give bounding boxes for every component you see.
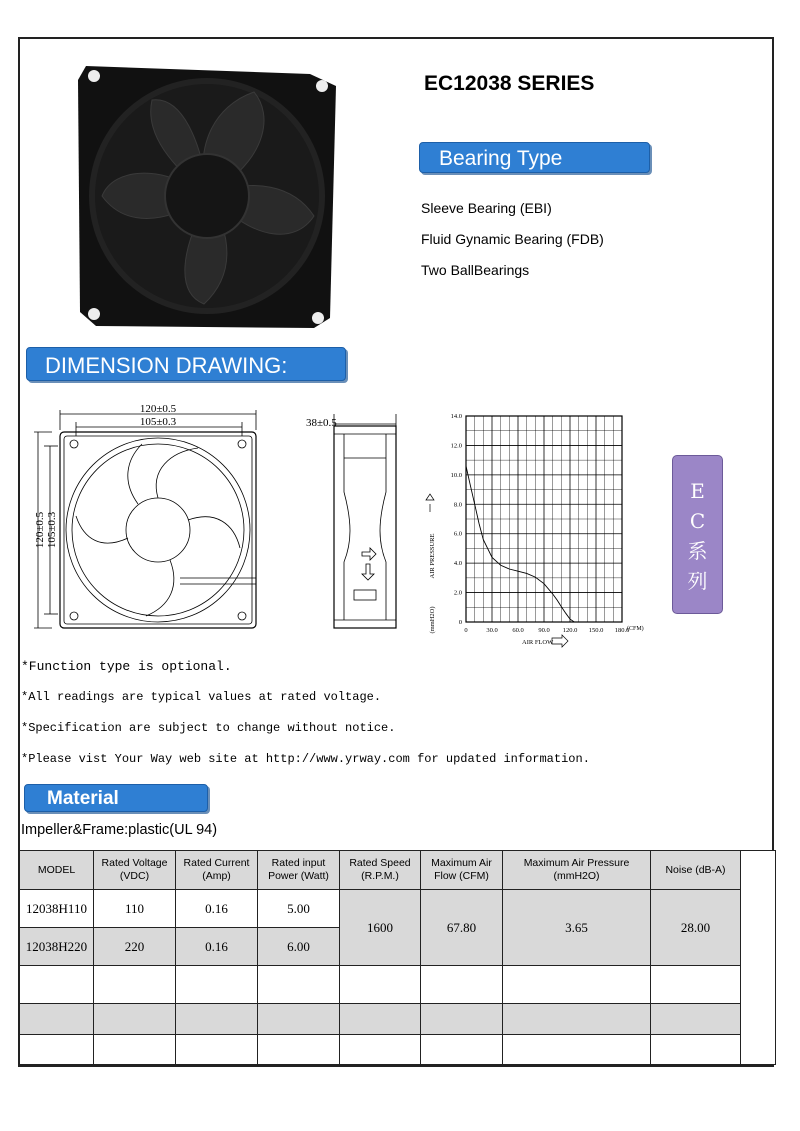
cell-noise: 28.00: [651, 890, 741, 966]
y-tick-label: 12.0: [450, 442, 462, 450]
chart-grid: [466, 416, 622, 622]
y-tick-label: 8.0: [453, 501, 462, 509]
table-row-empty: [20, 966, 776, 1004]
badge-char-e: E: [690, 479, 705, 503]
fan-photo: [74, 56, 340, 332]
note-readings: *All readings are typical values at rated voltage.: [21, 690, 382, 704]
side-view-drawing: [278, 412, 408, 634]
table-row-empty: [20, 1035, 776, 1065]
dimension-drawing-heading: DIMENSION DRAWING:: [26, 347, 346, 381]
table-row: [20, 890, 776, 928]
x-tick-label: 120.0: [562, 627, 578, 634]
bearing-type-heading: Bearing Type: [419, 142, 650, 173]
y-tick-label: 4.0: [453, 560, 462, 568]
x-tick-label: 180.0: [614, 627, 630, 634]
cell-current: 0.16: [176, 928, 258, 966]
cell-model: 12038H220: [20, 928, 94, 966]
y-tick-label: 0: [458, 619, 462, 626]
header-noise: Noise (dB-A): [651, 851, 741, 890]
bearing-item-sleeve: Sleeve Bearing (EBI): [421, 200, 552, 216]
side-depth-label: 38±0.5: [306, 417, 337, 429]
chart-ticks: [451, 413, 630, 634]
front-width-inner-label: 105±0.3: [139, 416, 177, 428]
material-text: Impeller&Frame:plastic(UL 94): [21, 822, 218, 838]
chart-xlabel: AIR FLOW: [522, 639, 554, 646]
x-tick-label: 60.0: [512, 627, 524, 634]
y-arrow-icon: [426, 494, 434, 512]
chart-yunit: (mmH2O): [429, 606, 436, 634]
y-tick-label: 6.0: [453, 530, 462, 538]
x-tick-label: 90.0: [538, 627, 550, 634]
bearing-item-fdb: Fluid Gynamic Bearing (FDB): [421, 231, 604, 247]
badge-char-c: C: [689, 509, 706, 533]
y-tick-label: 14.0: [450, 413, 462, 420]
front-height-inner-label: 105±0.3: [46, 511, 58, 549]
x-arrow-icon: [552, 635, 568, 647]
table-header-row: [20, 851, 776, 890]
cell-current: 0.16: [176, 890, 258, 928]
cell-power: 5.00: [258, 890, 340, 928]
table-side-blank: [741, 851, 776, 1065]
cell-model: 12038H110: [20, 890, 94, 928]
note-function: *Function type is optional.: [21, 659, 232, 674]
cell-pressure: 3.65: [503, 890, 651, 966]
header-flow: Maximum Air Flow (CFM): [421, 851, 503, 890]
cell-voltage: 220: [94, 928, 176, 966]
pq-chart: [420, 408, 650, 653]
cell-power: 6.00: [258, 928, 340, 966]
x-tick-label: 150.0: [588, 627, 604, 634]
header-power: Rated input Power (Watt): [258, 851, 340, 890]
badge-char-lie: 列: [687, 569, 708, 593]
badge-char-xi: 系: [687, 539, 708, 563]
header-model: MODEL: [20, 851, 94, 890]
front-width-outer-label: 120±0.5: [139, 403, 177, 415]
series-title: EC12038 SERIES: [424, 72, 595, 95]
chart-xunit: (CFM): [627, 626, 644, 632]
material-heading: Material: [24, 784, 208, 812]
spec-table: [19, 850, 776, 1065]
header-pressure: Maximum Air Pressure (mmH2O): [503, 851, 651, 890]
cell-speed: 1600: [340, 890, 421, 966]
table-row-empty: [20, 1004, 776, 1035]
x-tick-label: 0: [464, 627, 468, 634]
bearing-item-ball: Two BallBearings: [421, 262, 530, 278]
ec-series-badge: [672, 455, 723, 614]
header-current: Rated Current (Amp): [176, 851, 258, 890]
note-website: *Please vist Your Way web site at http://www.yrway.com for updated information.: [21, 752, 590, 766]
cell-voltage: 110: [94, 890, 176, 928]
chart-ylabel: AIR PRESSURE: [429, 533, 436, 579]
y-tick-label: 2.0: [453, 589, 462, 597]
header-speed: Rated Speed (R.P.M.): [340, 851, 421, 890]
y-tick-label: 10.0: [450, 471, 462, 479]
header-voltage: Rated Voltage (VDC): [94, 851, 176, 890]
front-view-drawing: [30, 400, 270, 640]
front-height-outer-label: 120±0.5: [34, 511, 46, 549]
note-specification: *Specification are subject to change without notice.: [21, 721, 396, 735]
x-tick-label: 30.0: [486, 627, 498, 634]
cell-flow: 67.80: [421, 890, 503, 966]
bearing-list: [421, 200, 604, 293]
